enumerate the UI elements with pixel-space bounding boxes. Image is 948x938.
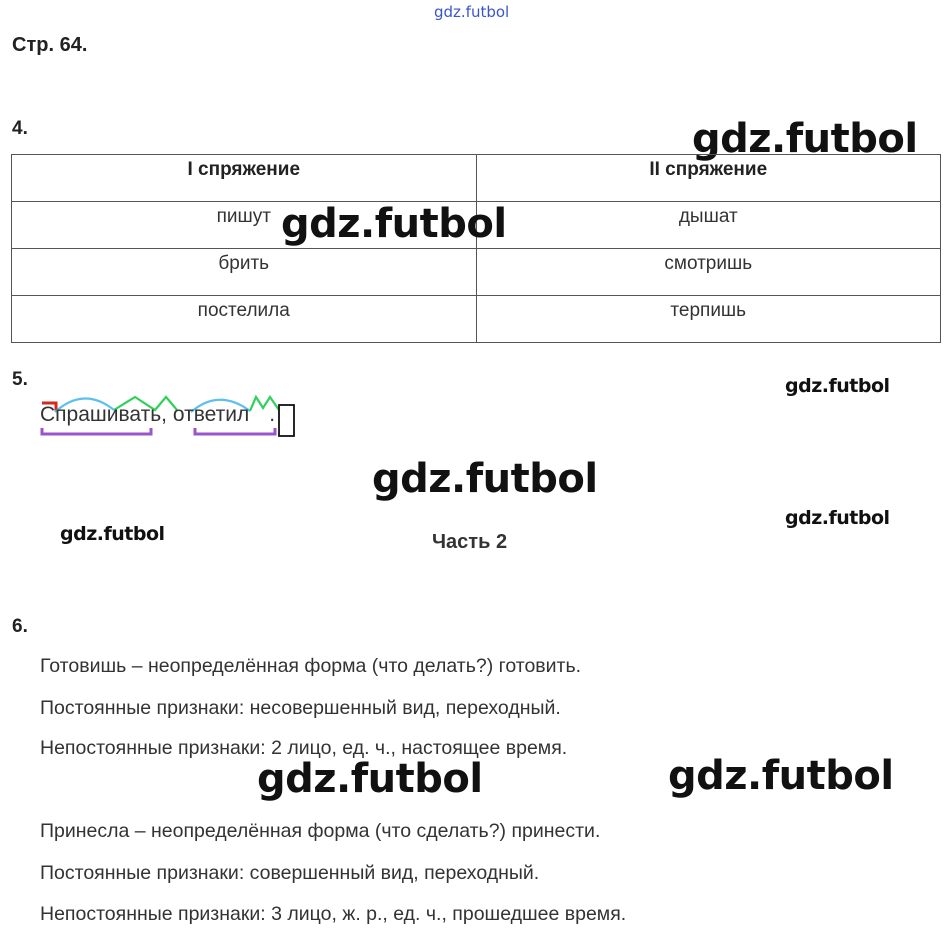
task-number-6: 6.: [12, 616, 28, 637]
table-cell: терпишь: [476, 296, 941, 343]
base-underline: [42, 428, 151, 434]
watermark: gdz.futbol: [372, 456, 598, 502]
part-title: Часть 2: [432, 531, 508, 553]
table-cell: дышат: [476, 202, 941, 249]
ending-box: [279, 405, 294, 436]
analysis-line: Готовишь – неопределённая форма (что делать?) готовить.: [40, 655, 582, 677]
header-second-conjugation: II спряжение: [476, 155, 941, 202]
word-otvetil: ответил: [172, 403, 250, 426]
table-cell: брить: [12, 249, 477, 296]
base-underline: [195, 428, 275, 434]
watermark: gdz.futbol: [257, 756, 483, 802]
watermark-top: gdz.futbol: [434, 3, 510, 21]
sentence-end: .: [269, 403, 276, 426]
analysis-line: Постоянные признаки: несовершенный вид, переходный.: [40, 697, 561, 719]
parsed-sentence: [40, 403, 275, 427]
watermark: gdz.futbol: [785, 507, 890, 529]
comma: ,: [161, 403, 168, 426]
watermark: gdz.futbol: [281, 201, 507, 247]
analysis-line: Постоянные признаки: совершенный вид, переходный.: [40, 862, 540, 884]
task-number-5: 5.: [12, 369, 28, 390]
watermark: gdz.futbol: [668, 753, 894, 799]
table-cell: пишут: [12, 202, 477, 249]
analysis-line: Непостоянные признаки: 3 лицо, ж. р., ед. ч., прошедшее время.: [40, 903, 627, 925]
watermark: gdz.futbol: [692, 116, 918, 162]
page-label: Стр. 64.: [12, 34, 88, 56]
watermark: gdz.futbol: [60, 523, 165, 545]
analysis-line: Принесла – неопределённая форма (что сделать?) принести.: [40, 820, 601, 842]
task-number-4: 4.: [12, 118, 28, 139]
analysis-line: Непостоянные признаки: 2 лицо, ед. ч., настоящее время.: [40, 737, 568, 759]
table-cell: смотришь: [476, 249, 941, 296]
table-cell: постелила: [12, 296, 477, 343]
header-first-conjugation: I спряжение: [12, 155, 477, 202]
watermark: gdz.futbol: [785, 375, 890, 397]
word-sprashivat: Спрашивать: [40, 403, 162, 426]
